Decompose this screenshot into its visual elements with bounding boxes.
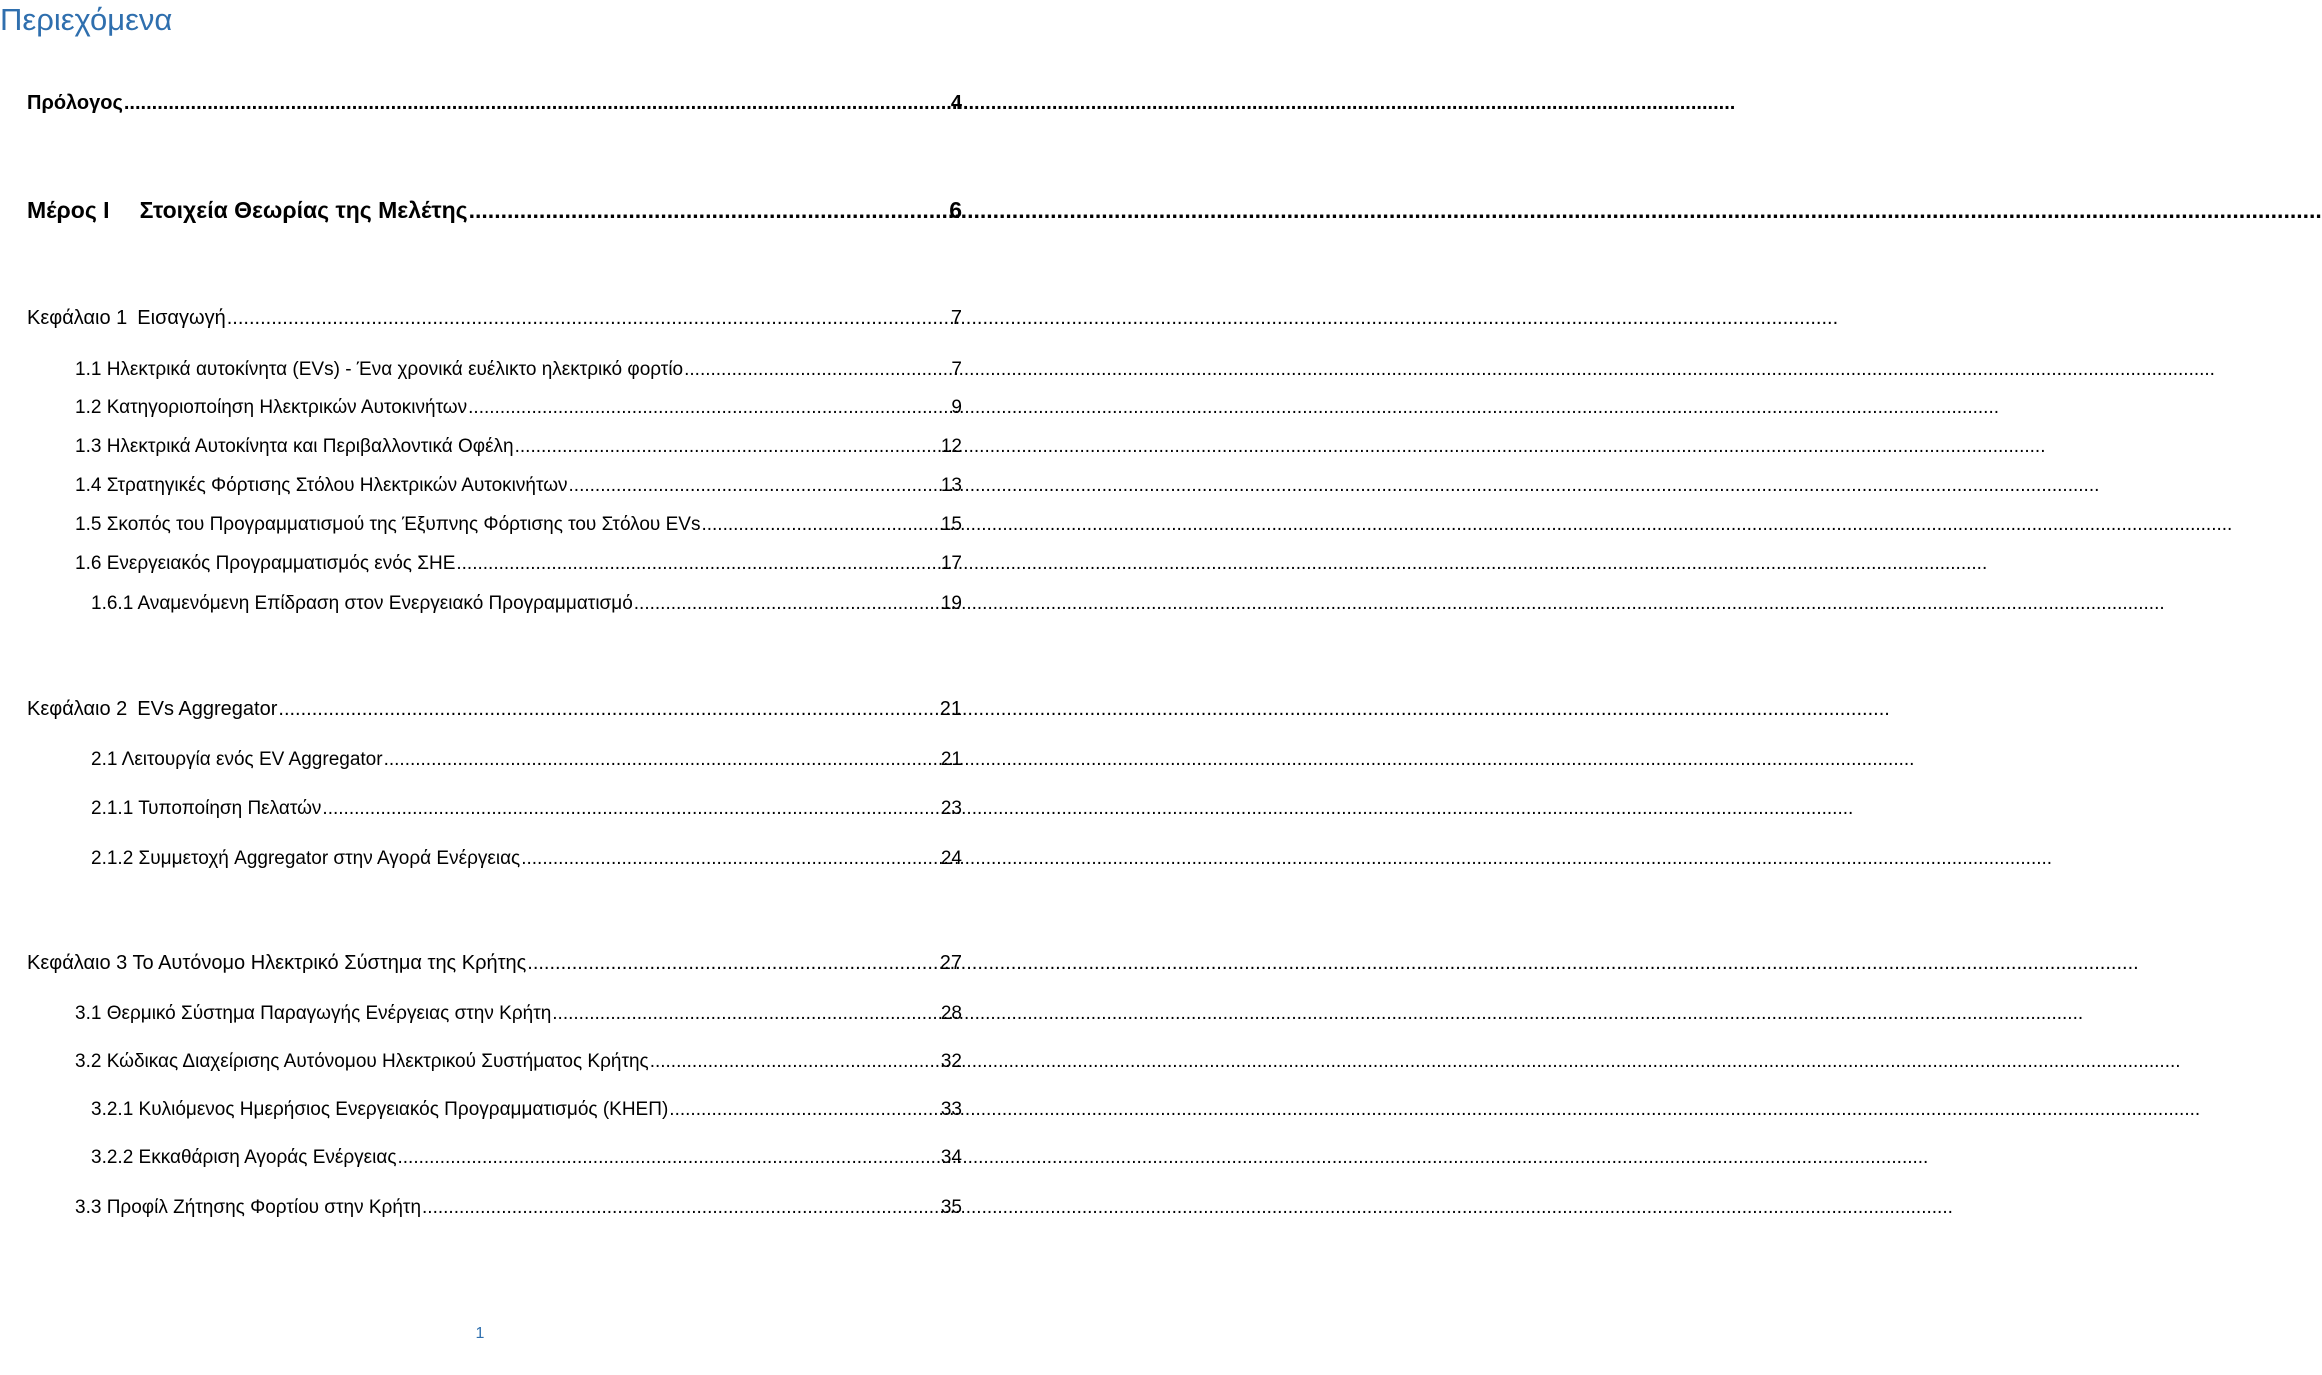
toc-entry-section-3-2-2[interactable] <box>91 1147 962 1169</box>
toc-entry-title: Πρόλογος <box>27 92 123 114</box>
toc-entry-section-2-1[interactable] <box>91 749 962 771</box>
toc-entry-page: 24 <box>940 848 962 869</box>
toc-entry-title: 2.1 Λειτουργία ενός EV Aggregator <box>91 749 383 770</box>
page-number: 1 <box>475 1325 485 1342</box>
toc-entry-section-3-2[interactable] <box>75 1051 962 1073</box>
toc-entry-section-1-2[interactable] <box>75 397 962 419</box>
toc-entry-section-1-6[interactable] <box>75 553 962 575</box>
toc-entry-section-3-2-1[interactable] <box>91 1099 962 1121</box>
dot-leader <box>468 397 950 419</box>
toc-entry-title: 3.3 Προφίλ Ζήτησης Φορτίου στην Κρήτη <box>75 1197 422 1218</box>
dot-leader <box>469 197 949 224</box>
dot-leader <box>227 307 950 330</box>
toc-entry-page: 33 <box>940 1099 962 1120</box>
toc-entry-title: 3.2 Κώδικας Διαχείρισης Αυτόνομου Ηλεκτρικού Συστήματος Κρήτης <box>75 1051 649 1072</box>
toc-entry-page: 6 <box>949 197 962 223</box>
toc-entry-section-2-1-1[interactable] <box>91 798 962 820</box>
toc-entry-page: 9 <box>951 397 962 418</box>
part-label: Μέρος Ι <box>27 197 110 223</box>
toc-entry-title: 3.2.1 Κυλιόμενος Ημερήσιος Ενεργειακός Προγραμματισμός (ΚΗΕΠ) <box>91 1099 669 1120</box>
toc-entry-page: 7 <box>950 307 962 329</box>
dot-leader <box>701 514 939 536</box>
dot-leader <box>669 1099 940 1121</box>
toc-entry-title: 1.6 Ενεργειακός Προγραμματισμός ενός ΣΗΕ <box>75 553 456 574</box>
dot-leader <box>278 698 938 721</box>
toc-entry-section-1-3[interactable] <box>75 436 962 458</box>
toc-entry-title: 1.1 Ηλεκτρικά αυτοκίνητα (EVs) - Ένα χρονικά ευέλικτο ηλεκτρικό φορτίο <box>75 359 684 380</box>
dot-leader <box>515 436 940 458</box>
toc-entry-chapter-1[interactable] <box>27 307 962 330</box>
toc-entry-page: 32 <box>940 1051 962 1072</box>
toc-entry-section-1-6-1[interactable] <box>91 593 962 615</box>
toc-entry-prologue[interactable] <box>27 92 962 115</box>
toc-entry-title: 1.2 Κατηγοριοποίηση Ηλεκτρικών Αυτοκινήτων <box>75 397 468 418</box>
toc-entry-chapter-2[interactable] <box>27 698 962 721</box>
dot-leader <box>397 1147 939 1169</box>
toc-entry-page: 12 <box>940 436 962 457</box>
toc-entry-page: 17 <box>940 553 962 574</box>
toc-entry-section-1-5[interactable] <box>75 514 962 536</box>
toc-entry-title: 3.1 Θερμικό Σύστημα Παραγωγής Ενέργειας στην Κρήτη <box>75 1003 552 1024</box>
chapter-label: Κεφάλαιο 1 <box>27 307 128 329</box>
chapter-title: Εισαγωγή <box>137 307 226 329</box>
toc-entry-page: 4 <box>950 92 962 114</box>
toc-entry-page: 21 <box>939 698 962 720</box>
toc-entry-section-1-4[interactable] <box>75 475 962 497</box>
toc-entry-title: 3.2.2 Εκκαθάριση Αγοράς Ενέργειας <box>91 1147 397 1168</box>
toc-entry-page: 23 <box>940 798 962 819</box>
toc-entry-page: 15 <box>940 514 962 535</box>
part-title: Στοιχεία Θεωρίας της Μελέτης <box>139 197 468 223</box>
dot-leader <box>650 1051 940 1073</box>
toc-entry-page: 27 <box>939 952 962 974</box>
toc-entry-page: 7 <box>951 359 962 380</box>
toc-entry-title: 2.1.1 Τυποποίηση Πελατών <box>91 798 322 819</box>
table-of-contents <box>0 0 960 1375</box>
dot-leader <box>552 1003 940 1025</box>
toc-entry-page: 13 <box>940 475 962 496</box>
dot-leader <box>634 593 940 615</box>
dot-leader <box>684 359 950 381</box>
toc-entry-section-1-1[interactable] <box>75 359 962 381</box>
chapter-label: Κεφάλαιο 2 <box>27 698 128 720</box>
toc-entry-page: 19 <box>940 593 962 614</box>
dot-leader <box>422 1197 940 1219</box>
toc-entry-chapter-3[interactable] <box>27 952 962 975</box>
chapter-title: EVs Aggregator <box>137 698 278 720</box>
dot-leader <box>124 92 950 115</box>
toc-heading: Περιεχόμενα <box>0 2 173 37</box>
dot-leader <box>569 475 940 497</box>
toc-entry-page: 21 <box>940 749 962 770</box>
toc-entry-title: 1.4 Στρατηγικές Φόρτισης Στόλου Ηλεκτρικών Αυτοκινήτων <box>75 475 568 496</box>
dot-leader <box>384 749 940 771</box>
toc-entry-title: 2.1.2 Συμμετοχή Aggregator στην Αγορά Ενέργειας <box>91 848 521 869</box>
toc-entry-section-3-3[interactable] <box>75 1197 962 1219</box>
toc-entry-title: 1.5 Σκοπός του Προγραμματισμού της Έξυπνης Φόρτισης του Στόλου EVs <box>75 514 701 535</box>
toc-entry-section-3-1[interactable] <box>75 1003 962 1025</box>
dot-leader <box>527 952 938 975</box>
toc-entry-part-1[interactable] <box>27 197 962 224</box>
toc-entry-title: 1.3 Ηλεκτρικά Αυτοκίνητα και Περιβαλλοντικά Οφέλη <box>75 436 514 457</box>
toc-entry-page: 35 <box>940 1197 962 1218</box>
chapter-title: Κεφάλαιο 3 Το Αυτόνομο Ηλεκτρικό Σύστημα της Κρήτης <box>27 952 527 974</box>
toc-entry-page: 34 <box>940 1147 962 1168</box>
toc-entry-title: 1.6.1 Αναμενόμενη Επίδραση στον Ενεργειακό Προγραμματισμό <box>91 593 633 614</box>
dot-leader <box>521 848 940 870</box>
dot-leader <box>322 798 939 820</box>
toc-entry-section-2-1-2[interactable] <box>91 848 962 870</box>
toc-entry-page: 28 <box>940 1003 962 1024</box>
dot-leader <box>456 553 939 575</box>
